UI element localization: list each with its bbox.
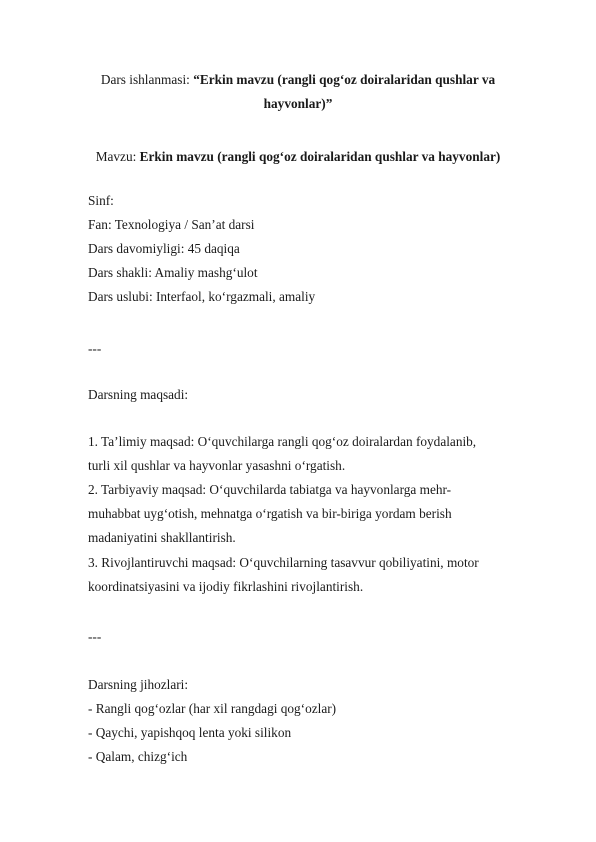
topic-title bbox=[88, 145, 508, 169]
meta-subject: Fan: Texnologiya / San’at darsi bbox=[88, 217, 255, 232]
meta-class: Sinf: bbox=[88, 193, 114, 208]
goals-heading: Darsning maqsadi: bbox=[88, 387, 189, 402]
separator: --- bbox=[88, 341, 102, 356]
equipment-item: - Qalam, chizg‘ich bbox=[88, 749, 188, 764]
meta-format: Dars shakli: Amaliy mashg‘ulot bbox=[88, 265, 258, 280]
lesson-plan-title bbox=[88, 68, 508, 116]
goal-line: madaniyatini shakllantirish. bbox=[88, 530, 236, 545]
separator: --- bbox=[88, 629, 102, 644]
topic-title-text: Erkin mavzu (rangli qog‘oz doiralaridan qushlar va hayvonlar) bbox=[139, 149, 501, 164]
equipment-item: - Qaychi, yapishqoq lenta yoki silikon bbox=[88, 725, 292, 740]
goal-line: 2. Tarbiyaviy maqsad: O‘quvchilarda tabiatga va hayvonlarga mehr- bbox=[88, 482, 452, 497]
lesson-plan-label: Dars ishlanmasi: bbox=[100, 72, 194, 87]
goal-line: turli xil qushlar va hayvonlar yasashni o‘rgatish. bbox=[88, 458, 346, 473]
topic-label: Mavzu: bbox=[95, 149, 140, 164]
goal-line: koordinatsiyasini va ijodiy fikrlashini rivojlantirish. bbox=[88, 579, 364, 594]
meta-duration: Dars davomiyligi: 45 daqiqa bbox=[88, 241, 240, 256]
goal-line: 3. Rivojlantiruvchi maqsad: O‘quvchilarning tasavvur qobiliyatini, motor bbox=[88, 555, 479, 570]
meta-method: Dars uslubi: Interfaol, ko‘rgazmali, amaliy bbox=[88, 289, 316, 304]
equipment-item: - Rangli qog‘ozlar (har xil rangdagi qog‘ozlar) bbox=[88, 701, 337, 716]
goal-line: 1. Ta’limiy maqsad: O‘quvchilarga rangli qog‘oz doiralardan foydalanib, bbox=[88, 434, 477, 449]
lesson-plan-title-text: “Erkin mavzu (rangli qog‘oz doiralaridan qushlar va hayvonlar)” bbox=[193, 72, 496, 111]
equipment-heading: Darsning jihozlari: bbox=[88, 677, 189, 692]
goal-line: muhabbat uyg‘otish, mehnatga o‘rgatish va bir-biriga yordam berish bbox=[88, 506, 452, 521]
